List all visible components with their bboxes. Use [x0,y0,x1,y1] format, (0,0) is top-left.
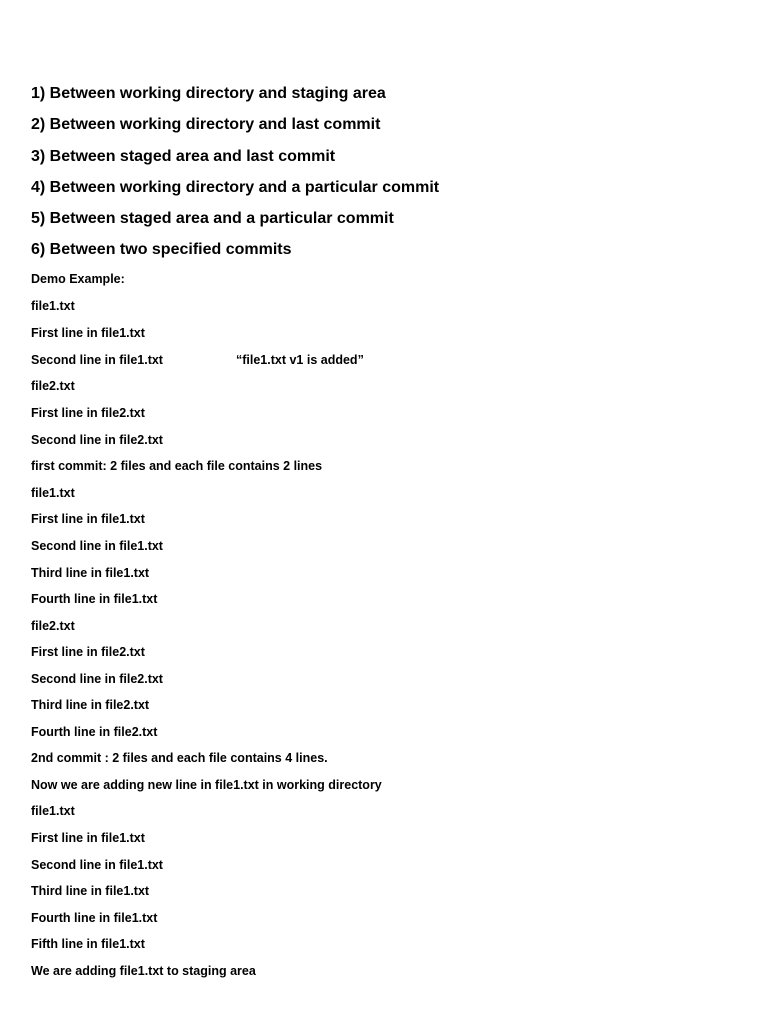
demo-line: First line in file1.txt [31,831,145,845]
demo-line: Second line in file2.txt [31,433,163,447]
demo-line: First line in file2.txt [31,645,145,659]
heading-6: 6) Between two specified commits [31,241,292,258]
demo-line: Third line in file1.txt [31,566,150,580]
demo-line: Second line in file2.txt [31,672,163,686]
demo-line: file1.txt [31,486,75,500]
demo-line: file2.txt [31,619,75,633]
demo-line: We are adding file1.txt to staging area [31,964,256,978]
heading-5: 5) Between staged area and a particular commit [31,210,394,227]
demo-line: first commit: 2 files and each file contains 2 lines [31,459,323,473]
demo-line: Second line in file1.txt [31,858,163,872]
demo-line: First line in file1.txt [31,512,145,526]
heading-4: 4) Between working directory and a particular commit [31,179,440,196]
demo-line: file2.txt [31,379,75,393]
demo-line: Third line in file2.txt [31,698,150,712]
demo-line: Fifth line in file1.txt [31,937,145,951]
heading-3: 3) Between staged area and last commit [31,148,336,165]
demo-line: Fourth line in file1.txt [31,911,158,925]
demo-line: Fourth line in file2.txt [31,725,158,739]
demo-line: Third line in file1.txt [31,884,150,898]
demo-line: file1.txt [31,804,75,818]
heading-2: 2) Between working directory and last commit [31,116,381,133]
demo-title: Demo Example: [31,272,125,286]
demo-line: First line in file2.txt [31,406,145,420]
demo-line: First line in file1.txt [31,326,145,340]
heading-1: 1) Between working directory and staging area [31,85,386,102]
demo-line: Now we are adding new line in file1.txt in working directory [31,778,382,792]
demo-line: Second line in file1.txt [31,353,163,367]
demo-line: 2nd commit : 2 files and each file contains 4 lines. [31,751,328,765]
demo-line: file1.txt [31,299,75,313]
commit-message: “file1.txt v1 is added” [236,353,364,367]
demo-line: Second line in file1.txt [31,539,163,553]
demo-line: Fourth line in file1.txt [31,592,158,606]
